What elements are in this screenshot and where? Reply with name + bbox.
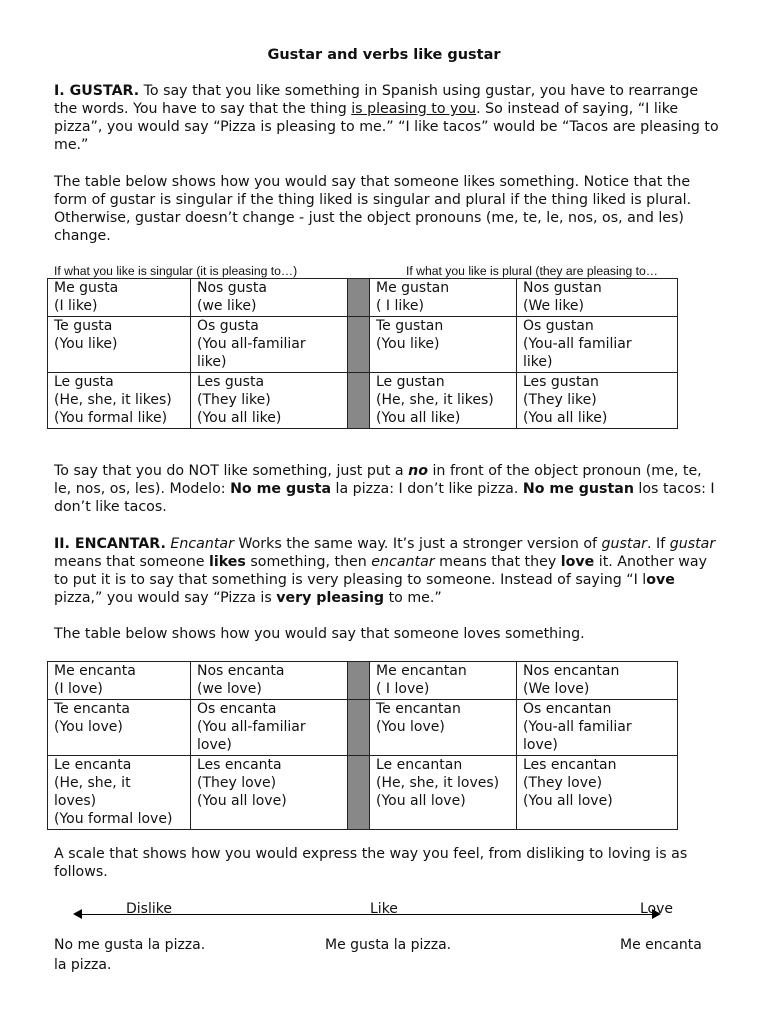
cell-line: Os gusta [197, 318, 259, 334]
document-title: Gustar and verbs like gustar [267, 47, 501, 63]
cell-line: (He, she, it likes) [376, 392, 494, 408]
cell-line: Le gusta [54, 374, 114, 390]
cell-line: (You all like) [523, 410, 608, 426]
encantar-text-g: pizza,” you would say “Pizza is [54, 590, 277, 606]
cell-line: Le encantan [376, 757, 463, 773]
table-cell [48, 317, 191, 373]
cell-line: (They like) [523, 392, 597, 408]
cell-line: Os gustan [523, 318, 594, 334]
table-divider-column [348, 279, 370, 317]
encantar-text-h: to me.” [384, 590, 442, 606]
intro-text-a: To say that you like something in Spanish using gustar, you have to rearrange the words. You have to say that the thing [54, 83, 699, 117]
scale-intro: A scale that shows how you would express the way you feel, from disliking to loving is as follows. [54, 846, 688, 880]
cell-line: Nos encantan [523, 663, 620, 679]
cell-line: (You all love) [523, 793, 613, 809]
example-love-line-1: Me encanta [620, 937, 702, 953]
cell-line: (I love) [54, 681, 103, 697]
table-cell [370, 373, 517, 429]
cell-line: Les encantan [523, 757, 617, 773]
no-word: no [408, 463, 428, 479]
table-cell [370, 317, 517, 373]
table-row [48, 279, 678, 317]
gustar-word-1: gustar [601, 536, 648, 552]
cell-line: Le gustan [376, 374, 445, 390]
table-row [48, 317, 678, 373]
table-cell [48, 662, 191, 700]
negation-text-d: los tacos: I don’t like tacos. [54, 481, 715, 515]
table-cell [48, 373, 191, 429]
encantar-word-1: Encantar [170, 536, 234, 552]
cell-line: (You love) [54, 719, 123, 735]
cell-line: (You all love) [376, 793, 466, 809]
table-divider-column [348, 373, 370, 429]
gustar-word-2: gustar [669, 536, 716, 552]
cell-line: Me gustan [376, 280, 450, 296]
encantar-intro-paragraph [54, 535, 720, 607]
cell-line: Nos gustan [523, 280, 602, 296]
cell-line: (You-all familiar [523, 719, 632, 735]
table-cell [517, 279, 678, 317]
cell-line: love) [523, 737, 558, 753]
table-row [48, 373, 678, 429]
cell-line: (They love) [523, 775, 603, 791]
section-heading-gustar: I. GUSTAR. [54, 83, 140, 99]
example-no-me-gustan: No me gustan [522, 481, 634, 497]
example-like: Me gusta la pizza. [325, 937, 452, 953]
encantar-text-d: something, then [245, 554, 372, 570]
table-cell [517, 700, 678, 756]
cell-line: Te gusta [54, 318, 113, 334]
cell-line: (I like) [54, 298, 98, 314]
encantar-conjugation-table [47, 661, 678, 830]
encantar-word-2: encantar [371, 554, 435, 570]
cell-line: (You all-familiar [197, 719, 306, 735]
scale-label-like: Like [370, 901, 398, 917]
cell-line: like) [197, 354, 227, 370]
cell-line: (You-all familiar [523, 336, 632, 352]
underlined-phrase: is pleasing to you [351, 101, 477, 117]
table-cell [48, 756, 191, 830]
gustar-intro-paragraph [54, 82, 720, 154]
negation-paragraph [54, 462, 720, 516]
cell-line: Te encantan [376, 701, 461, 717]
table-cell [517, 756, 678, 830]
cell-line: Te encanta [54, 701, 130, 717]
ove-fragment: ove [646, 572, 675, 588]
encantar-text-a: Works the same way. It’s just a stronger version of [233, 536, 602, 552]
table-cell [191, 373, 348, 429]
table-divider-column [348, 317, 370, 373]
cell-line: ( I love) [376, 681, 430, 697]
negation-text-a: To say that you do NOT like something, just put a [54, 463, 409, 479]
table-cell [191, 317, 348, 373]
very-pleasing-phrase: very pleasing [276, 590, 385, 606]
cell-line: Me gusta [54, 280, 119, 296]
encantar-table-explanation: The table below shows how you would say that someone loves something. [54, 626, 585, 642]
table-cell [191, 662, 348, 700]
cell-line: (we like) [197, 298, 257, 314]
negation-text-c: la pizza: I don’t like pizza. [331, 481, 523, 497]
table-cell [191, 756, 348, 830]
cell-line: love) [197, 737, 232, 753]
encantar-text-f: it. Another way to put it is to say that something is very pleasing to someone. Instead of saying “I l [54, 554, 707, 588]
cell-line: (He, she, it [54, 775, 131, 791]
example-dislike: No me gusta la pizza. [54, 937, 206, 953]
caption-plural: If what you like is plural (they are pleasing to… [406, 264, 658, 278]
cell-line: Os encantan [523, 701, 612, 717]
cell-line: Os encanta [197, 701, 277, 717]
table-divider-column [348, 662, 370, 700]
table-row [48, 756, 678, 830]
cell-line: (He, she, it likes) [54, 392, 172, 408]
table-cell [191, 700, 348, 756]
table-cell [370, 700, 517, 756]
cell-line: (You all like) [376, 410, 461, 426]
cell-line: (We like) [523, 298, 585, 314]
cell-line: (You formal like) [54, 410, 168, 426]
cell-line: (You all-familiar [197, 336, 306, 352]
cell-line: Nos gusta [197, 280, 267, 296]
table-cell [370, 662, 517, 700]
cell-line: Nos encanta [197, 663, 285, 679]
table-cell [517, 373, 678, 429]
table-cell [48, 279, 191, 317]
scale-label-love: Love [640, 901, 674, 917]
table-cell [48, 700, 191, 756]
cell-line: Me encanta [54, 663, 136, 679]
likes-word: likes [209, 554, 246, 570]
cell-line: loves) [54, 793, 97, 809]
cell-line: Te gustan [376, 318, 444, 334]
table-row [48, 700, 678, 756]
cell-line: like) [523, 354, 553, 370]
cell-line: (He, she, it loves) [376, 775, 500, 791]
love-word: love [560, 554, 595, 570]
caption-singular: If what you like is singular (it is pleasing to…) [54, 264, 298, 278]
encantar-text-c: means that someone [54, 554, 209, 570]
table-cell [370, 279, 517, 317]
cell-line: Le encanta [54, 757, 132, 773]
gustar-conjugation-table [47, 278, 678, 429]
intro-text-b: . So instead of saying, “I like pizza”, you would say “Pizza is pleasing to me.” “I like tacos” would be “Tacos are pleasing to me.” [54, 101, 719, 153]
cell-line: (We love) [523, 681, 590, 697]
table-divider-column [348, 756, 370, 830]
table-cell [191, 279, 348, 317]
scale-label-dislike: Dislike [126, 901, 172, 917]
table-cell [517, 317, 678, 373]
cell-line: Les gusta [197, 374, 265, 390]
section-heading-encantar: II. ENCANTAR. [54, 536, 166, 552]
cell-line: (You all like) [197, 410, 282, 426]
cell-line: Les encanta [197, 757, 282, 773]
table-divider-column [348, 700, 370, 756]
cell-line: (You all love) [197, 793, 287, 809]
table-row [48, 662, 678, 700]
cell-line: (You formal love) [54, 811, 173, 827]
encantar-text-b: . If [647, 536, 670, 552]
cell-line: (You like) [54, 336, 118, 352]
cell-line: Me encantan [376, 663, 467, 679]
cell-line: (You like) [376, 336, 440, 352]
cell-line: ( I like) [376, 298, 424, 314]
table-cell [517, 662, 678, 700]
cell-line: (They love) [197, 775, 277, 791]
cell-line: (we love) [197, 681, 262, 697]
gustar-table-explanation: The table below shows how you would say that someone likes something. Notice that the form of gustar is singular if the thing liked is singular and plural if the thing liked is plural. Otherwise, gustar doesn’t change - just the object pronouns (me, te, le, nos, os, and les) change. [54, 174, 692, 244]
example-love-line-2: la pizza. [54, 957, 112, 973]
table-cell [370, 756, 517, 830]
cell-line: (You love) [376, 719, 445, 735]
cell-line: Les gustan [523, 374, 599, 390]
example-no-me-gusta: No me gusta [230, 481, 332, 497]
encantar-text-e: means that they [434, 554, 561, 570]
cell-line: (They like) [197, 392, 271, 408]
negation-text-b: in front of the object pronoun (me, te, le, nos, os, les). Modelo: [54, 463, 702, 497]
